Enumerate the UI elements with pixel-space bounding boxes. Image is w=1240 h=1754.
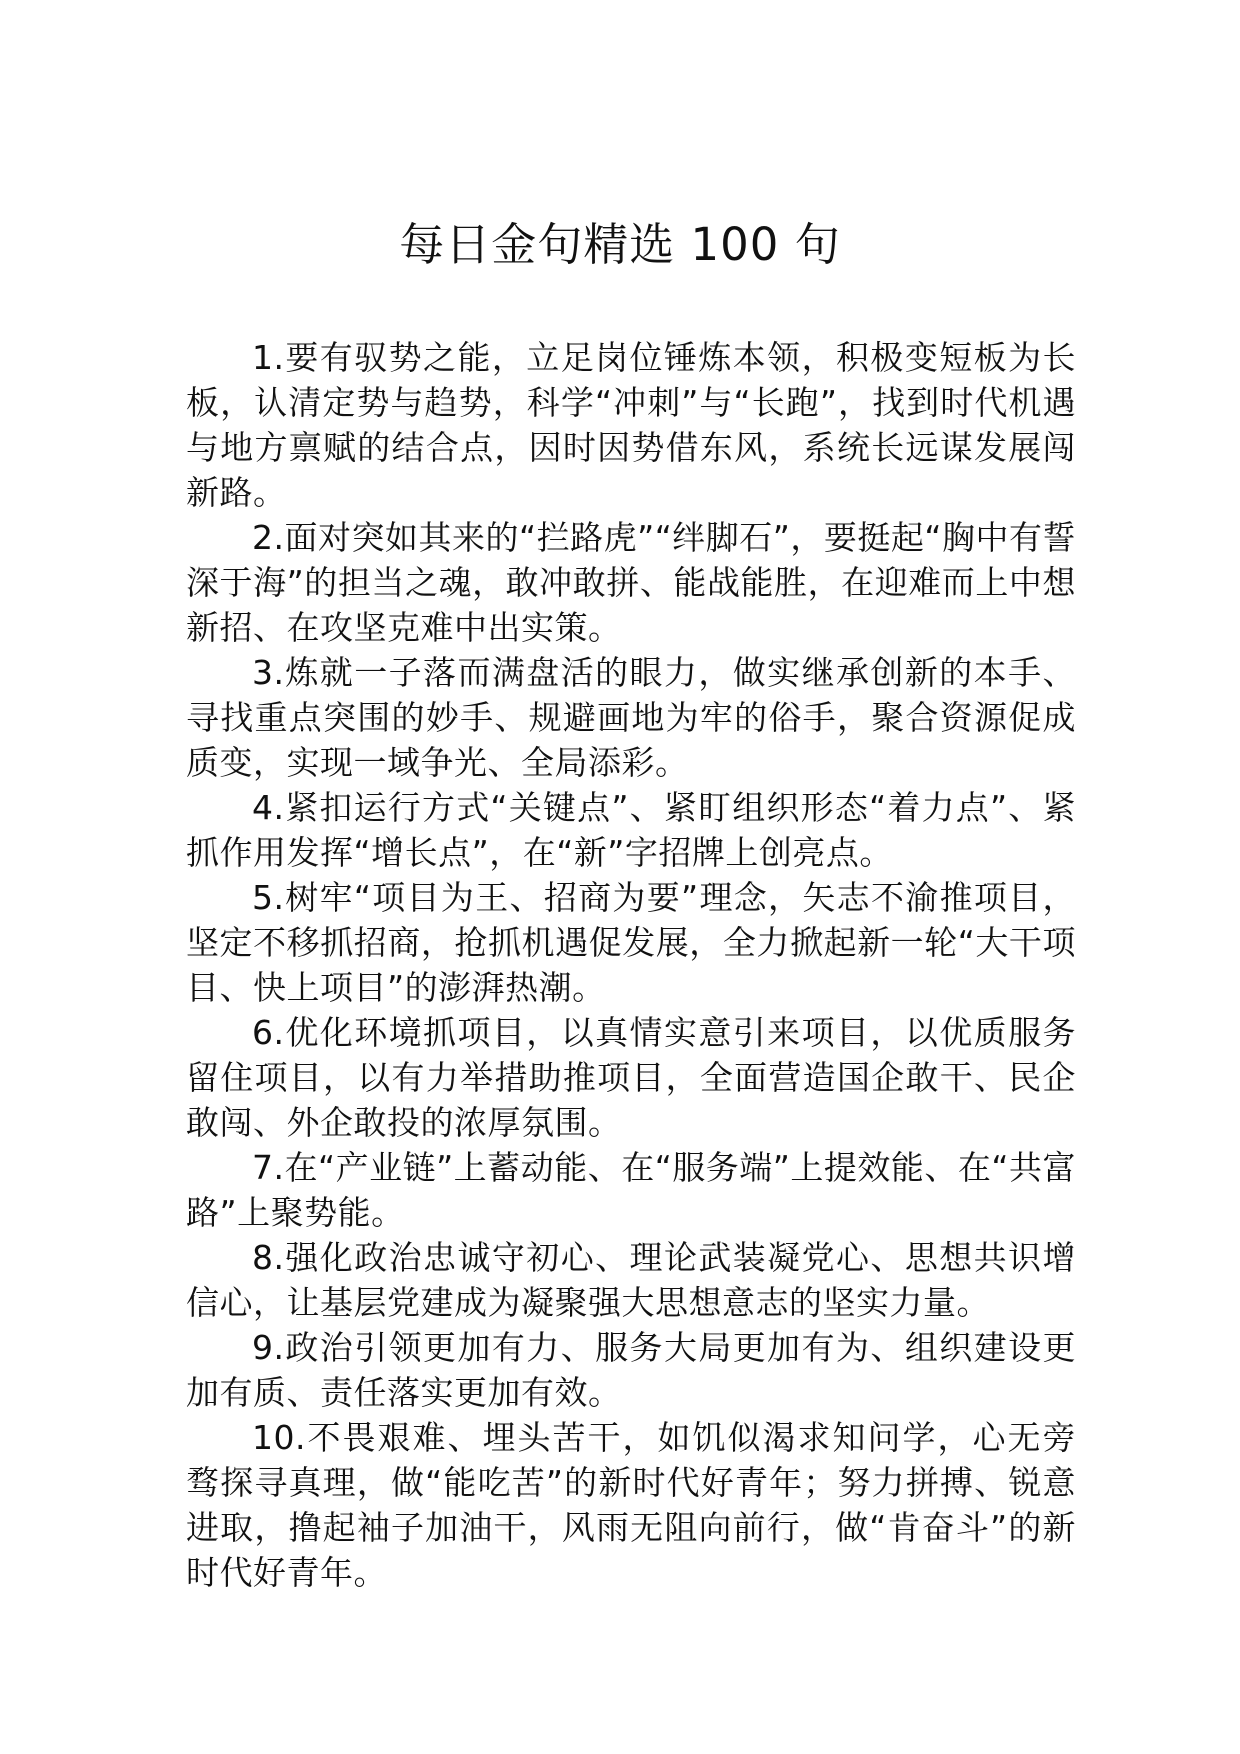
document-body xyxy=(186,335,1076,1595)
quote-item-7: 7.在“产业链”上蓄动能、在“服务端”上提效能、在“共富路”上聚势能。 xyxy=(186,1148,1076,1232)
quote-item-10: 10.不畏艰难、埋头苦干，如饥似渴求知问学，心无旁骛探寻真理，做“能吃苦”的新时代好青年；努力拼搏、锐意进取，撸起袖子加油干，风雨无阻向前行，做“肯奋斗”的新时代好青年。 xyxy=(186,1418,1076,1592)
quote-item-9: 9.政治引领更加有力、服务大局更加有为、组织建设更加有质、责任落实更加有效。 xyxy=(186,1328,1076,1412)
quote-item-3: 3.炼就一子落而满盘活的眼力，做实继承创新的本手、寻找重点突围的妙手、规避画地为牢的俗手，聚合资源促成质变，实现一域争光、全局添彩。 xyxy=(186,653,1076,782)
quote-item-4: 4.紧扣运行方式“关键点”、紧盯组织形态“着力点”、紧抓作用发挥“增长点”，在“新”字招牌上创亮点。 xyxy=(186,788,1076,872)
quote-item-6: 6.优化环境抓项目，以真情实意引来项目，以优质服务留住项目，以有力举措助推项目，全面营造国企敢干、民企敢闯、外企敢投的浓厚氛围。 xyxy=(186,1013,1076,1142)
quote-item-8: 8.强化政治忠诚守初心、理论武装凝党心、思想共识增信心，让基层党建成为凝聚强大思想意志的坚实力量。 xyxy=(186,1238,1076,1322)
document-title: 每日金句精选 100 句 xyxy=(399,218,841,271)
quote-item-2: 2.面对突如其来的“拦路虎”“绊脚石”，要挺起“胸中有誓深于海”的担当之魂，敢冲敢拼、能战能胜，在迎难而上中想新招、在攻坚克难中出实策。 xyxy=(186,518,1076,647)
quote-item-1: 1.要有驭势之能，立足岗位锤炼本领，积极变短板为长板，认清定势与趋势，科学“冲刺”与“长跑”，找到时代机遇与地方禀赋的结合点，因时因势借东风，系统长远谋发展闯新路。 xyxy=(186,338,1076,512)
quote-item-5: 5.树牢“项目为王、招商为要”理念，矢志不渝推项目，坚定不移抓招商，抢抓机遇促发展，全力掀起新一轮“大干项目、快上项目”的澎湃热潮。 xyxy=(186,878,1076,1007)
